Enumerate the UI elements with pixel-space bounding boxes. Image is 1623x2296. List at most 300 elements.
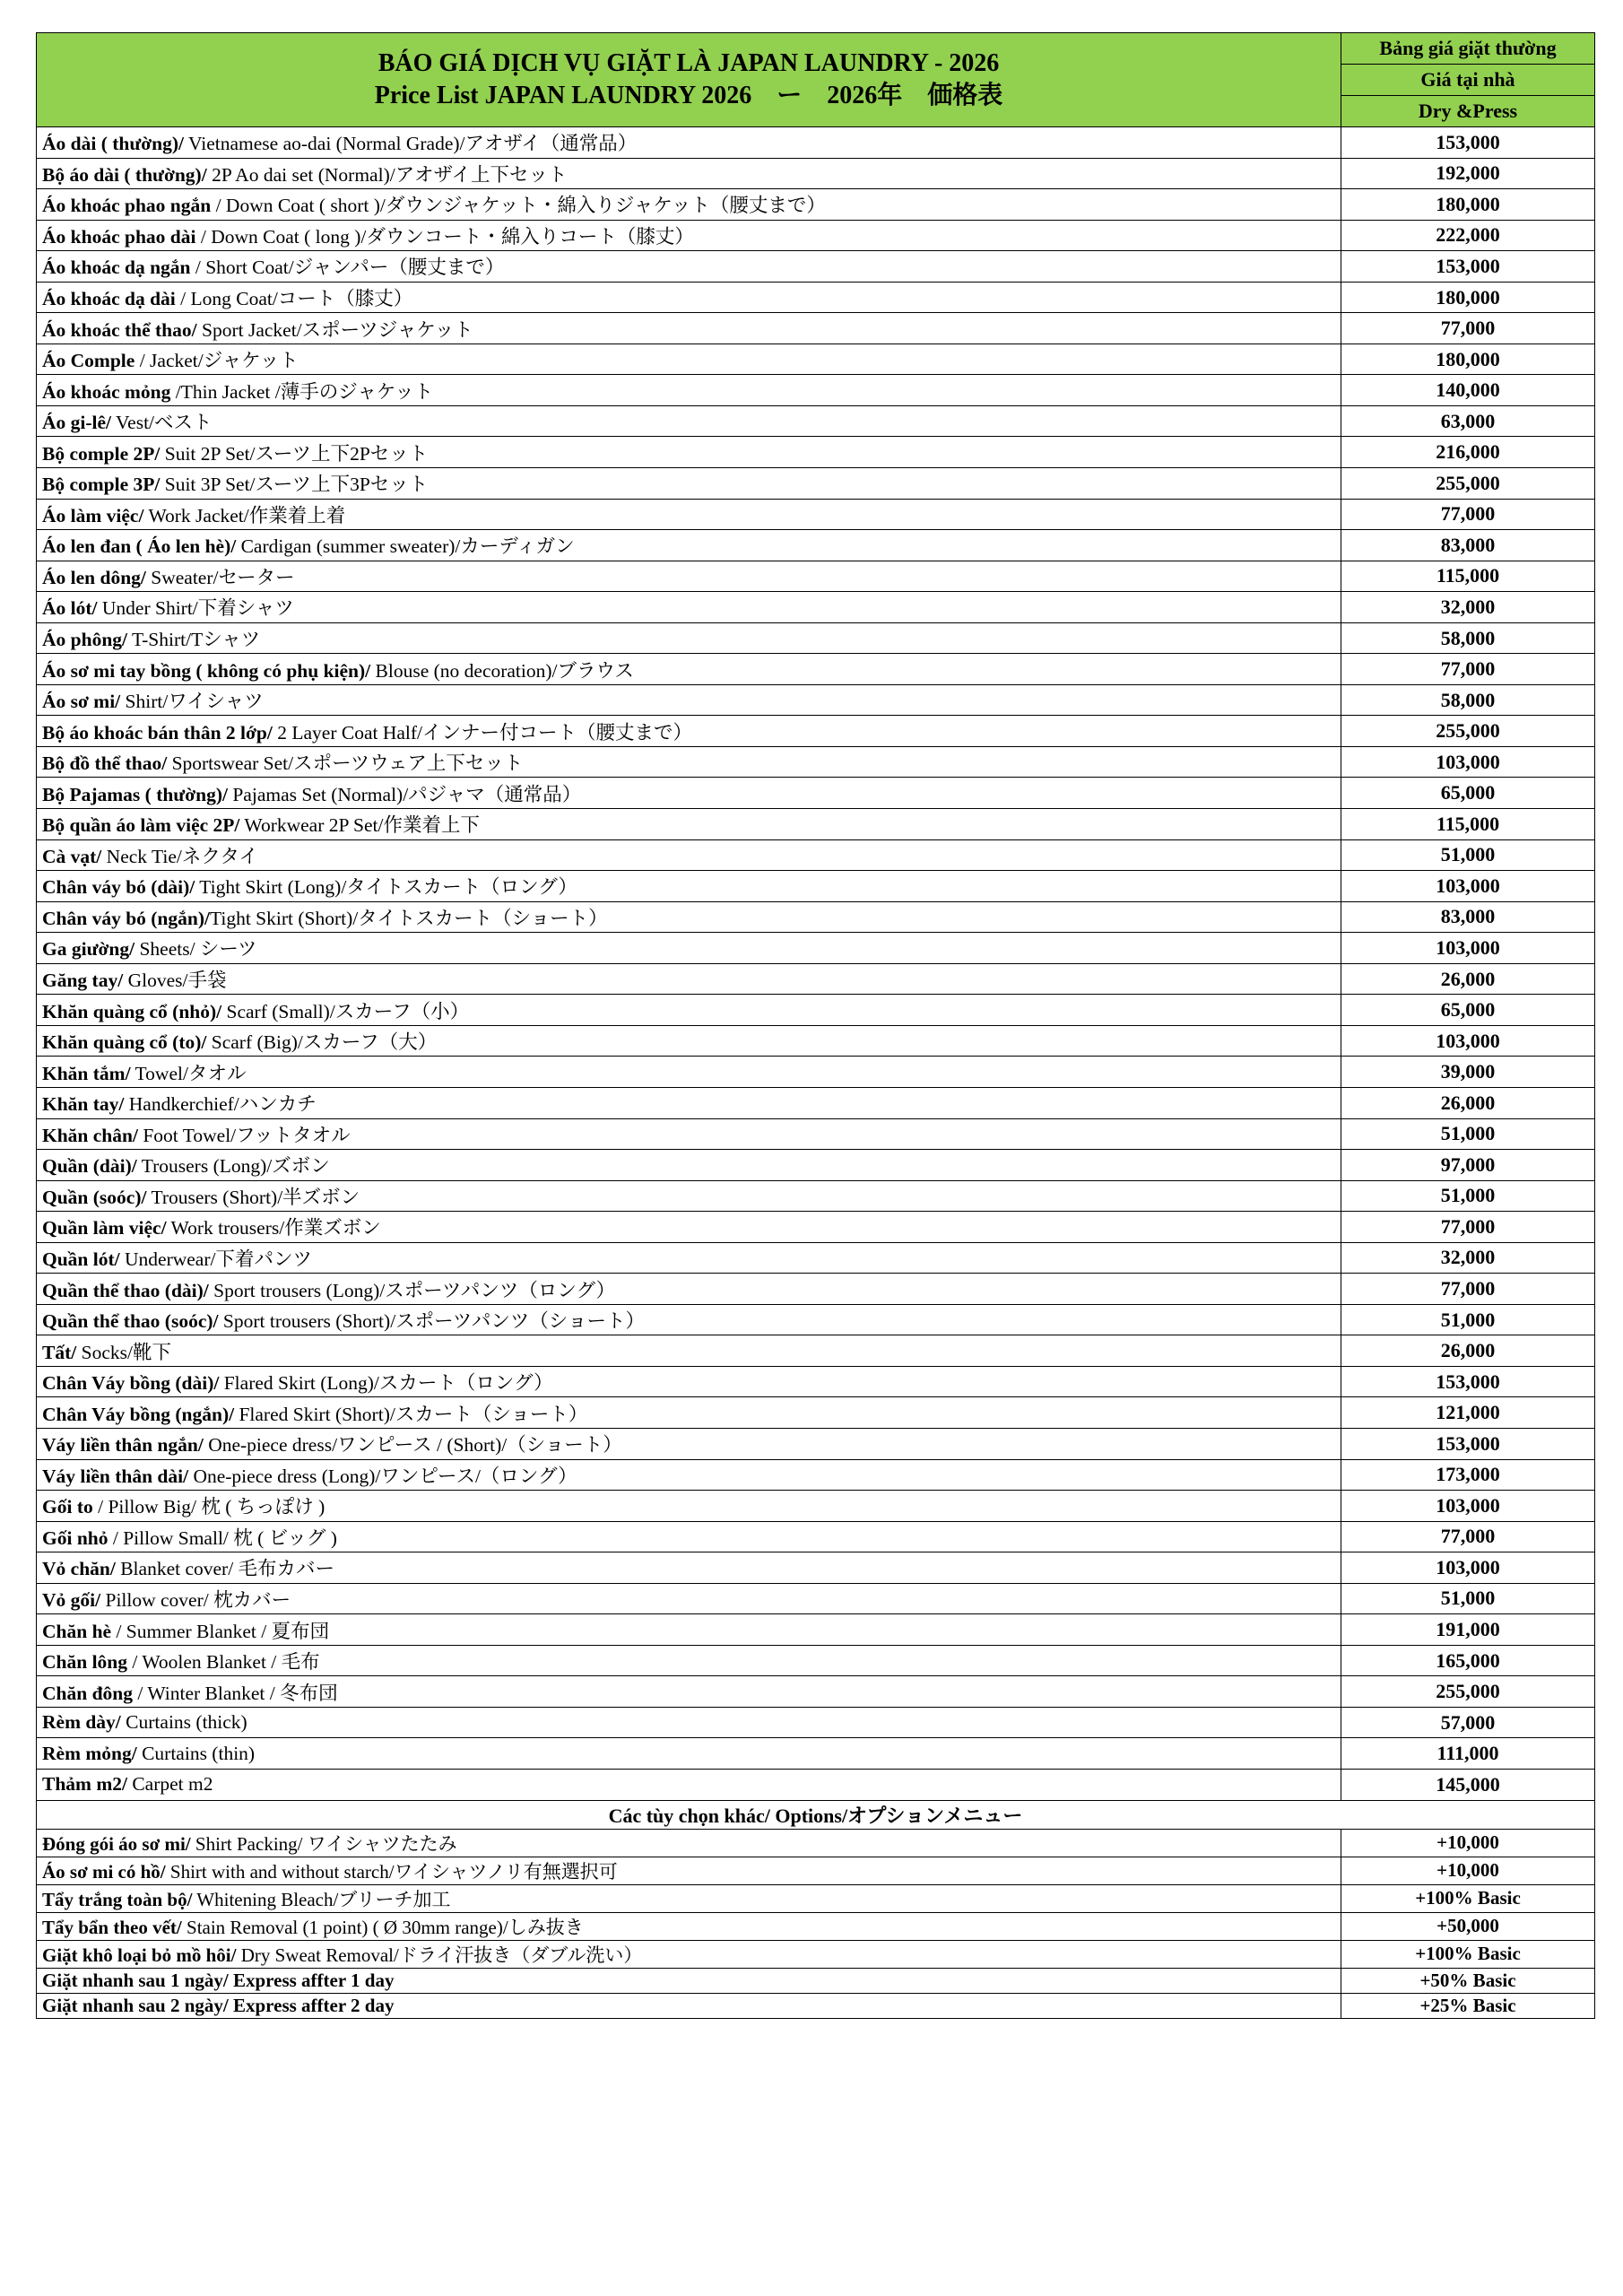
option-row — [37, 1993, 1595, 2018]
item-name-translation: Sportswear Set/スポーツウェア上下セット — [167, 752, 524, 775]
item-name — [37, 1583, 1341, 1614]
item-name-translation: Sport trousers (Short)/スポーツパンツ（ショート） — [218, 1310, 645, 1333]
item-name — [37, 313, 1341, 344]
item-name-vietnamese: Chân Váy bồng (dài)/ — [42, 1372, 220, 1395]
item-name — [37, 901, 1341, 933]
item-price: 191,000 — [1341, 1614, 1595, 1646]
item-name-vietnamese: Tẩy trắng toàn bộ/ — [42, 1888, 193, 1910]
item-name-translation: Foot Towel/フットタオル — [137, 1124, 351, 1146]
item-name-translation: Work trousers/作業ズボン — [166, 1217, 381, 1239]
item-name-vietnamese: Áo gi-lê/ — [42, 412, 112, 434]
item-price: 103,000 — [1341, 746, 1595, 778]
item-name — [37, 282, 1341, 313]
item-name-vietnamese: Khăn quàng cổ (to)/ — [42, 1031, 207, 1054]
item-name — [37, 189, 1341, 221]
price-row — [37, 1087, 1595, 1118]
item-price: 216,000 — [1341, 437, 1595, 468]
item-name — [37, 1459, 1341, 1491]
item-price: 51,000 — [1341, 1118, 1595, 1150]
item-price: 77,000 — [1341, 1274, 1595, 1305]
option-row — [37, 1912, 1595, 1940]
item-name-translation: Sweater/セーター — [145, 566, 295, 588]
item-price: 103,000 — [1341, 1491, 1595, 1522]
item-name-vietnamese: Chân váy bó (dài)/ — [42, 876, 195, 899]
item-name — [37, 1912, 1341, 1940]
price-row — [37, 1118, 1595, 1150]
item-name-vietnamese: Quần lót/ — [42, 1248, 120, 1270]
item-price: 165,000 — [1341, 1645, 1595, 1676]
item-name-vietnamese: Áo khoác dạ dài — [42, 288, 176, 309]
item-name — [37, 1676, 1341, 1708]
item-name — [37, 684, 1341, 716]
item-name — [37, 1940, 1341, 1968]
price-row — [37, 684, 1595, 716]
column-header-regular-price: Bảng giá giặt thường — [1341, 33, 1595, 65]
item-name-vietnamese: Chăn đông — [42, 1682, 133, 1704]
item-price: 39,000 — [1341, 1057, 1595, 1088]
item-name-vietnamese: Chăn lông — [42, 1651, 127, 1674]
item-name-translation: / Jacket/ジャケット — [135, 350, 299, 372]
item-name-translation: / Down Coat ( long )/ダウンコート・綿入りコート（膝丈） — [195, 225, 694, 248]
item-price: 97,000 — [1341, 1150, 1595, 1181]
item-name-translation: Gloves/手袋 — [123, 970, 227, 992]
item-name-translation: 2P Ao dai set (Normal)/アオザイ上下セット — [206, 163, 568, 186]
item-name-translation: / Down Coat ( short )/ダウンジャケット・綿入りジャケット（腰丈まで） — [211, 195, 826, 217]
item-name — [37, 963, 1341, 995]
price-row — [37, 1769, 1595, 1800]
item-price: 153,000 — [1341, 1428, 1595, 1459]
item-name-translation: / Pillow Small/ 枕 ( ビッグ ) — [108, 1526, 337, 1549]
item-price: 115,000 — [1341, 561, 1595, 592]
item-price: 103,000 — [1341, 933, 1595, 964]
item-name — [37, 1491, 1341, 1522]
price-row — [37, 561, 1595, 592]
item-price: 26,000 — [1341, 963, 1595, 995]
item-name-vietnamese: Áo khoác dạ ngắn — [42, 257, 191, 279]
price-row — [37, 746, 1595, 778]
price-row — [37, 963, 1595, 995]
item-name-vietnamese: Áo khoác phao ngắn — [42, 195, 212, 217]
item-name — [37, 778, 1341, 809]
item-price: 140,000 — [1341, 375, 1595, 406]
item-name-vietnamese: Áo sơ mi tay bồng ( không có phụ kiện)/ — [42, 659, 371, 682]
price-row — [37, 344, 1595, 375]
item-price: +50% Basic — [1341, 1968, 1595, 1993]
price-row — [37, 716, 1595, 747]
item-name-translation: Tight Skirt (Short)/タイトスカート（ショート） — [209, 907, 608, 929]
item-name — [37, 1521, 1341, 1552]
item-name-translation: Whitening Bleach/ブリーチ加工 — [192, 1888, 451, 1910]
item-name-vietnamese: Vỏ chăn/ — [42, 1558, 116, 1580]
item-price: 26,000 — [1341, 1087, 1595, 1118]
item-name — [37, 158, 1341, 189]
item-name-vietnamese: Áo khoác phao dài — [42, 225, 196, 248]
item-name-translation: 2 Layer Coat Half/インナー付コート（腰丈まで） — [272, 721, 693, 744]
item-name — [37, 468, 1341, 500]
price-row — [37, 1304, 1595, 1335]
item-name-translation: Scarf (Small)/スカーフ（小） — [221, 1000, 470, 1022]
price-row — [37, 1645, 1595, 1676]
item-name — [37, 1025, 1341, 1057]
item-name — [37, 809, 1341, 840]
item-name — [37, 344, 1341, 375]
item-name-vietnamese: Bộ comple 3P/ — [42, 474, 161, 496]
item-name-vietnamese: Cà vạt/ — [42, 845, 102, 867]
title-english-japanese: Price List JAPAN LAUNDRY 2026 ー 2026年 価格表 — [374, 82, 1003, 109]
price-row — [37, 622, 1595, 654]
item-name-vietnamese: Gối to — [42, 1496, 93, 1518]
item-name — [37, 1335, 1341, 1367]
price-row — [37, 158, 1595, 189]
item-name-vietnamese: Tất/ — [42, 1341, 77, 1363]
item-name — [37, 1057, 1341, 1088]
item-name-vietnamese: Bộ comple 2P/ — [42, 442, 161, 465]
price-row — [37, 1738, 1595, 1770]
item-name-translation: One-piece dress (Long)/ワンピース/（ロング） — [188, 1465, 577, 1487]
item-name-vietnamese: Rèm dày/ — [42, 1711, 121, 1734]
item-price: 83,000 — [1341, 530, 1595, 561]
item-name-vietnamese: Quần (dài)/ — [42, 1155, 137, 1178]
item-name — [37, 1242, 1341, 1274]
item-price: 32,000 — [1341, 592, 1595, 623]
item-name-translation: Handkerchief/ハンカチ — [124, 1093, 317, 1116]
item-price: 77,000 — [1341, 1212, 1595, 1243]
item-name — [37, 499, 1341, 530]
price-row — [37, 1614, 1595, 1646]
price-row — [37, 1180, 1595, 1212]
item-name-translation: / Long Coat/コート（膝丈） — [175, 288, 413, 309]
item-name — [37, 220, 1341, 251]
options-section-row — [37, 1800, 1595, 1829]
item-name — [37, 1150, 1341, 1181]
item-price: +100% Basic — [1341, 1884, 1595, 1912]
price-row — [37, 530, 1595, 561]
item-name-vietnamese: Bộ quần áo làm việc 2P/ — [42, 814, 240, 837]
item-name — [37, 1769, 1341, 1800]
item-name — [37, 1087, 1341, 1118]
item-price: 58,000 — [1341, 684, 1595, 716]
item-price: 51,000 — [1341, 1180, 1595, 1212]
price-row — [37, 1025, 1595, 1057]
item-name-vietnamese: Quần làm việc/ — [42, 1217, 167, 1239]
item-name-translation: Scarf (Big)/スカーフ（大） — [206, 1031, 438, 1054]
item-price: 192,000 — [1341, 158, 1595, 189]
price-row — [37, 1212, 1595, 1243]
item-price: 51,000 — [1341, 1583, 1595, 1614]
price-row — [37, 1274, 1595, 1305]
price-row — [37, 1397, 1595, 1429]
item-name-translation: Under Shirt/下着シャツ — [97, 597, 294, 620]
item-price: +100% Basic — [1341, 1940, 1595, 1968]
item-price: 77,000 — [1341, 499, 1595, 530]
price-row — [37, 313, 1595, 344]
item-price: 103,000 — [1341, 1025, 1595, 1057]
item-name-vietnamese: Chăn hè — [42, 1620, 112, 1642]
item-name — [37, 1274, 1341, 1305]
item-price: 121,000 — [1341, 1397, 1595, 1429]
item-name-translation: Shirt/ワイシャツ — [120, 691, 264, 713]
item-price: 222,000 — [1341, 220, 1595, 251]
item-price: 26,000 — [1341, 1335, 1595, 1367]
item-name-vietnamese: Áo khoác mỏng — [42, 380, 171, 403]
price-row — [37, 871, 1595, 902]
price-row — [37, 375, 1595, 406]
item-price: 180,000 — [1341, 189, 1595, 221]
price-row — [37, 468, 1595, 500]
item-price: 63,000 — [1341, 405, 1595, 437]
item-name-vietnamese: Áo Comple — [42, 350, 135, 372]
option-row — [37, 1829, 1595, 1857]
item-name — [37, 1857, 1341, 1884]
item-name-translation: Shirt with and without starch/ワイシャツノリ有無選択可 — [165, 1860, 618, 1883]
item-name-translation: Towel/タオル — [130, 1062, 247, 1084]
item-name-translation: Sheets/ シーツ — [135, 938, 257, 961]
item-name-translation: Workwear 2P Set/作業着上下 — [239, 814, 480, 837]
item-name-translation: Blanket cover/ 毛布カバー — [115, 1558, 335, 1580]
item-price: 65,000 — [1341, 778, 1595, 809]
item-name — [37, 375, 1341, 406]
item-name — [37, 437, 1341, 468]
price-row — [37, 901, 1595, 933]
item-name — [37, 1614, 1341, 1646]
item-name-translation: Stain Removal (1 point) ( Ø 30mm range)/しみ抜き — [181, 1916, 584, 1938]
item-price: +50,000 — [1341, 1912, 1595, 1940]
price-row — [37, 1366, 1595, 1397]
item-name-vietnamese: Áo len dông/ — [42, 566, 146, 588]
item-name-translation: / Woolen Blanket / 毛布 — [127, 1651, 320, 1674]
price-row — [37, 220, 1595, 251]
item-name — [37, 1304, 1341, 1335]
item-name-translation: Carpet m2 — [126, 1773, 213, 1796]
item-name-vietnamese: Ga giường/ — [42, 938, 135, 961]
item-name-translation: / Pillow Big/ 枕 ( ちっぽけ ) — [92, 1496, 325, 1518]
item-name-vietnamese: Khăn chân/ — [42, 1124, 138, 1146]
price-row — [37, 1676, 1595, 1708]
item-name — [37, 1707, 1341, 1738]
price-row — [37, 1057, 1595, 1088]
item-price: 51,000 — [1341, 839, 1595, 871]
item-name-vietnamese: Áo khoác thể thao/ — [42, 318, 197, 341]
item-name-vietnamese: Khăn tắm/ — [42, 1062, 131, 1084]
option-row — [37, 1857, 1595, 1884]
option-row — [37, 1940, 1595, 1968]
item-name — [37, 1180, 1341, 1212]
price-row — [37, 282, 1595, 313]
item-name-vietnamese: Bộ Pajamas ( thường)/ — [42, 783, 228, 805]
item-name-vietnamese: Quần thể thao (dài)/ — [42, 1279, 209, 1301]
price-row — [37, 251, 1595, 283]
price-row — [37, 499, 1595, 530]
item-name — [37, 654, 1341, 685]
price-row — [37, 839, 1595, 871]
item-name-vietnamese: Giặt khô loại bỏ mồ hôi/ — [42, 1944, 237, 1966]
item-price: +10,000 — [1341, 1857, 1595, 1884]
item-name-translation: Curtains (thick) — [120, 1711, 247, 1734]
column-header-home-price: Giá tại nhà — [1341, 65, 1595, 96]
item-name-translation: Underwear/下着パンツ — [119, 1248, 312, 1270]
item-name — [37, 127, 1341, 159]
item-price: 83,000 — [1341, 901, 1595, 933]
item-name-vietnamese: Rèm mỏng/ — [42, 1742, 137, 1764]
item-name-vietnamese: Chân váy bó (ngắn)/ — [42, 907, 210, 929]
price-row — [37, 405, 1595, 437]
item-name — [37, 1738, 1341, 1770]
item-price: 180,000 — [1341, 282, 1595, 313]
item-name-vietnamese: Bộ đồ thể thao/ — [42, 752, 168, 775]
item-name-vietnamese: Áo sơ mi/ — [42, 691, 121, 713]
price-row — [37, 1335, 1595, 1367]
item-name-translation: Curtains (thin) — [136, 1742, 256, 1764]
price-row — [37, 1583, 1595, 1614]
item-name — [37, 1884, 1341, 1912]
item-name-vietnamese: Giặt nhanh sau 2 ngày/ Express affter 2 day — [42, 1994, 395, 2016]
item-name-translation: One-piece dress/ワンピース / (Short)/（ショート） — [203, 1434, 622, 1457]
item-name-vietnamese: Gối nhỏ — [42, 1526, 108, 1549]
price-row — [37, 809, 1595, 840]
item-name-translation: Blouse (no decoration)/ブラウス — [370, 659, 634, 682]
price-list-title — [37, 33, 1341, 127]
item-name-vietnamese: Áo lót/ — [42, 597, 98, 620]
item-name-translation: Suit 2P Set/スーツ上下2Pセット — [160, 442, 429, 465]
item-price: 103,000 — [1341, 1552, 1595, 1584]
item-name-vietnamese: Áo làm việc/ — [42, 504, 144, 526]
item-name-vietnamese: Giặt nhanh sau 1 ngày/ Express affter 1 day — [42, 1969, 395, 1991]
item-price: 180,000 — [1341, 344, 1595, 375]
item-name — [37, 251, 1341, 283]
item-name — [37, 1645, 1341, 1676]
item-price: 153,000 — [1341, 1366, 1595, 1397]
item-name — [37, 405, 1341, 437]
price-row — [37, 437, 1595, 468]
item-price: +25% Basic — [1341, 1993, 1595, 2018]
item-name — [37, 1829, 1341, 1857]
item-price: 65,000 — [1341, 995, 1595, 1026]
item-name-translation: Socks/靴下 — [76, 1341, 171, 1363]
item-name-vietnamese: Bộ áo dài ( thường)/ — [42, 163, 207, 186]
item-name — [37, 1212, 1341, 1243]
item-name-vietnamese: Khăn quàng cổ (nhỏ)/ — [42, 1000, 222, 1022]
item-name — [37, 933, 1341, 964]
item-name — [37, 1397, 1341, 1429]
item-price: 153,000 — [1341, 127, 1595, 159]
column-header-dry-press: Dry &Press — [1341, 96, 1595, 127]
title-vietnamese: BÁO GIÁ DỊCH VỤ GIẶT LÀ JAPAN LAUNDRY - 2026 — [378, 49, 1000, 77]
item-price: 255,000 — [1341, 468, 1595, 500]
item-name-translation: Vietnamese ao-dai (Normal Grade)/アオザイ（通常品） — [184, 133, 638, 155]
item-name — [37, 592, 1341, 623]
item-name-translation: Vest/ベスト — [111, 412, 213, 434]
item-name-vietnamese: Chân Váy bồng (ngắn)/ — [42, 1403, 235, 1425]
item-name-translation: Flared Skirt (Long)/スカート（ロング） — [219, 1372, 553, 1395]
price-row — [37, 127, 1595, 159]
item-price: 32,000 — [1341, 1242, 1595, 1274]
item-name-vietnamese: Váy liền thân dài/ — [42, 1465, 189, 1487]
item-name-vietnamese: Găng tay/ — [42, 970, 124, 992]
item-price: 77,000 — [1341, 1521, 1595, 1552]
item-name-vietnamese: Thảm m2/ — [42, 1773, 127, 1796]
item-price: 255,000 — [1341, 1676, 1595, 1708]
item-name — [37, 1118, 1341, 1150]
item-name — [37, 871, 1341, 902]
price-row — [37, 654, 1595, 685]
item-price: +10,000 — [1341, 1829, 1595, 1857]
item-name — [37, 716, 1341, 747]
item-name-translation: / Summer Blanket / 夏布団 — [111, 1620, 330, 1642]
item-price: 51,000 — [1341, 1304, 1595, 1335]
item-name-vietnamese: Vỏ gối/ — [42, 1588, 101, 1611]
item-name-translation: Work Jacket/作業着上着 — [143, 504, 346, 526]
item-name — [37, 839, 1341, 871]
price-row — [37, 995, 1595, 1026]
item-name-translation: Pillow cover/ 枕カバー — [100, 1588, 291, 1611]
price-row — [37, 1552, 1595, 1584]
price-table — [36, 32, 1595, 2019]
item-price: 77,000 — [1341, 654, 1595, 685]
item-name — [37, 561, 1341, 592]
item-name — [37, 1552, 1341, 1584]
item-price: 103,000 — [1341, 871, 1595, 902]
item-name-translation: Trousers (Short)/半ズボン — [146, 1186, 360, 1208]
item-price: 153,000 — [1341, 251, 1595, 283]
item-name-vietnamese: Váy liền thân ngắn/ — [42, 1434, 204, 1457]
item-price: 58,000 — [1341, 622, 1595, 654]
item-name-translation: Suit 3P Set/スーツ上下3Pセット — [160, 474, 429, 496]
item-name-translation: Sport Jacket/スポーツジャケット — [196, 318, 473, 341]
item-name — [37, 1968, 1341, 1993]
item-name-translation: / Short Coat/ジャンパー（腰丈まで） — [190, 257, 505, 279]
item-name-translation: Flared Skirt (Short)/スカート（ショート） — [234, 1403, 588, 1425]
item-name-vietnamese: Tẩy bẩn theo vết/ — [42, 1916, 182, 1938]
item-name-translation: Cardigan (summer sweater)/カーディガン — [236, 535, 575, 558]
item-name-translation: Sport trousers (Long)/スポーツパンツ（ロング） — [208, 1279, 616, 1301]
item-name — [37, 622, 1341, 654]
item-name — [37, 1366, 1341, 1397]
item-price: 57,000 — [1341, 1707, 1595, 1738]
item-name — [37, 1993, 1341, 2018]
price-row — [37, 778, 1595, 809]
item-name-vietnamese: Quần (soóc)/ — [42, 1186, 147, 1208]
price-row — [37, 592, 1595, 623]
item-price: 255,000 — [1341, 716, 1595, 747]
option-row — [37, 1884, 1595, 1912]
price-row — [37, 1521, 1595, 1552]
item-name-translation: Tight Skirt (Long)/タイトスカート（ロング） — [195, 876, 577, 899]
item-price: 111,000 — [1341, 1738, 1595, 1770]
item-name — [37, 995, 1341, 1026]
item-name-translation: / Winter Blanket / 冬布団 — [132, 1682, 338, 1704]
price-row — [37, 1707, 1595, 1738]
price-row — [37, 189, 1595, 221]
item-name-vietnamese: Áo dài ( thường)/ — [42, 133, 185, 155]
item-name — [37, 746, 1341, 778]
price-row — [37, 1491, 1595, 1522]
item-name-translation: Trousers (Long)/ズボン — [136, 1155, 330, 1178]
item-price: 145,000 — [1341, 1769, 1595, 1800]
item-price: 77,000 — [1341, 313, 1595, 344]
item-name-vietnamese: Đóng gói áo sơ mi/ — [42, 1832, 191, 1855]
item-name — [37, 1428, 1341, 1459]
item-name-vietnamese: Áo len đan ( Áo len hè)/ — [42, 535, 237, 558]
item-name-vietnamese: Áo sơ mi có hồ/ — [42, 1860, 166, 1883]
item-name-translation: T-Shirt/Tシャツ — [127, 629, 261, 651]
item-name — [37, 530, 1341, 561]
item-name-translation: Dry Sweat Removal/ドライ汗抜き（ダブル洗い） — [236, 1944, 643, 1966]
price-row — [37, 1459, 1595, 1491]
item-name-translation: Neck Tie/ネクタイ — [101, 845, 259, 867]
item-name-vietnamese: Áo phông/ — [42, 629, 127, 651]
price-row — [37, 1150, 1595, 1181]
item-name-vietnamese: Bộ áo khoác bán thân 2 lớp/ — [42, 721, 273, 744]
